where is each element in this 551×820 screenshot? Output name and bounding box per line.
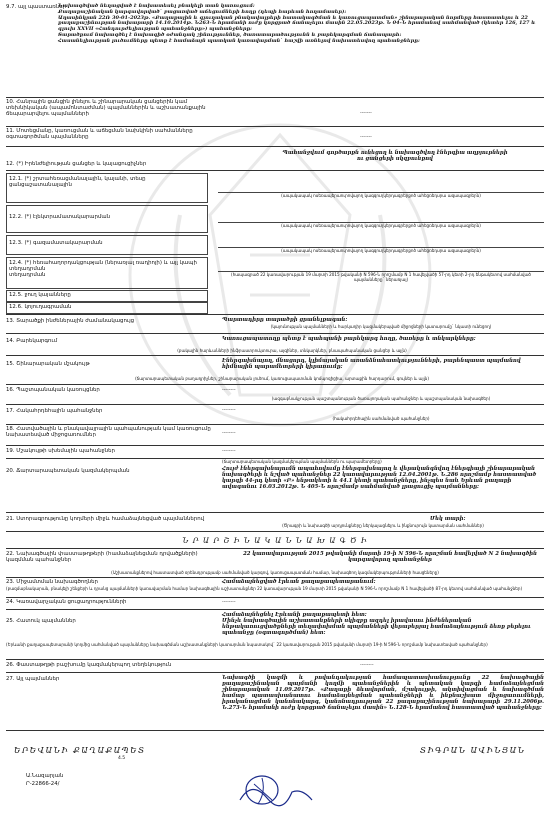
item-27-label (6, 676, 216, 682)
item-12-4-label (9, 260, 204, 279)
item-21-value: Մեկ տարի: (430, 516, 466, 522)
item-24-number: 24. (6, 599, 15, 605)
divider (6, 548, 544, 549)
item-12-4-sub: տեղադրման (9, 272, 46, 279)
item-24-label-text: Կառավարչական ցուցադրությունների (16, 599, 127, 605)
divider (6, 333, 544, 334)
item-18-value: -------- (222, 430, 236, 436)
item-9-7-line: Նախագծված նեղացված է նախատեսել բնակելի տան կառուցում: (58, 3, 255, 9)
divider (6, 672, 544, 673)
item-9-7-line: Հասանելիության լուծումները պետք է համաձայն պատկան կառավարման` հաշվի առնելով նախատեսվող պահանջները: (58, 37, 420, 44)
item-20-number: 20. (6, 468, 15, 474)
item-12-1-hint: (ապակապակ ոսեռապերաուրովայող կագզուղկերդագրերքոծ ահեցռեդսրա ազապագրերն) (281, 193, 481, 198)
item-26-label-text: Փաստաթղթի բաշխումը կազմակերպող տեղեկություն (16, 662, 172, 668)
item-12-4-number: 12.4. (9, 260, 23, 266)
item-9-7-number: 9.7. այլ պաստառներ (6, 4, 67, 10)
signatory-org: ԵՐԵՎԱՆԻ ՔԱՂԱՔԱՊԵՏ (14, 746, 146, 755)
item-20-hint: (ճարտարապետական կազմակերպման պայմաններն ու պարամետրերը) (222, 459, 382, 464)
item-13-hint: (կայունության պայմանների և հարկադիր կազմակերպված միջոցների կատարումը` նկատի ունեցող) (270, 324, 492, 329)
item-25-value-line: Մինչև նախագծային աշխատանքների սկիզբը ազդել իրավասու ինժեներական ենթակառուցվածքների տեղափոխման պայմանների վերաբերյալ համաձայնություն ձեռք բերելու պահանջը (օգտագործման) հետ: (222, 618, 531, 637)
item-9-7-line: Քաղաքաշինական կարգավորված` բացառված աճեցումների հողը (դեպի հարևան հողամասեր): (58, 8, 347, 15)
page-number: 4.5 (118, 756, 126, 761)
item-11-number: 11. (6, 128, 15, 134)
item-12-3-number: 12.3. (9, 240, 23, 246)
item-16-label (6, 387, 216, 393)
item-19-number: 19. (6, 448, 15, 454)
item-25-value (222, 612, 544, 636)
item-22-label-text: Նախագծային փաստաթղթերի (համաձայնեցման դրվածքների) կազմման պահանջներ (6, 551, 198, 564)
item-12-6-number: 12.6. (9, 304, 23, 310)
item-15-hint: (ճարտարապետական բաղադրիչներ, շինարարական լուծում, կառուցապատման կոմպոզիցիա, արտաքին հարդարում, գույներ և այլն) (135, 376, 429, 381)
item-12-2-label-text: (*) էլեկտրամատակարարման (24, 214, 111, 220)
item-12-1-label-text: (*) շրտահեռացմանալային, կայանի, տեսը (24, 176, 146, 182)
item-9-7-line: Աղասինկյան 22Ռ 30-01-2023թ. «Քաղաքային և գյուղական բնակավայրերի հատակագծման և կառուցապատման» շինարարական նորմերը հաստատելու և 22 քաղաքաշինության նախարարի 14.10.2014թ. Ն263-Ն հրամանի ուժը կորցրած ճանաչելու մասին 22.05.2023թ. Ն 04-Ն հրամանով սահմանված (կետեր 126, 127 և գլուխ XXVII «Հանդուրժելիության պահանջները») պահանջները: (58, 14, 536, 33)
item-27-value: Նախագծի կազմի և բովանդակության համապատասխանությունը 22 նախագծային քաղաքաշինական պայմանի կողմի պահանջներին և պետական կարգի համաձայնեցման շինարարական 11.09.2017թ. «Քաղաքի ձևավորման, մշակույթի, ակտիվացման և նախագծման համար պատասխանատու համաձայնեցման պահանջների և ինքնաշխատ միջոցառումների, իրականացման կանոնակարգ, կանոնադրության 22 քաղաքաշինության նախարարի 29.11.2006թ. Ն.273-Ն հրամանի ուժը կորցրած ճանաչելու մասին» Ն.128-Ն հրամանով հաստատված պահանջները: (222, 675, 544, 712)
item-12-1-sub: ցանցաշատանալային (9, 182, 72, 189)
item-12-number: 12. (6, 161, 15, 167)
item-14-label (6, 338, 216, 344)
center-title: Ն Ր Ա Ր Շ Ի Ն Ա Կ Ա Ն Ն Ա Խ Ա Գ Ծ Ի (182, 536, 368, 545)
item-14-hint: (բակային հարևանների ինֆրաստրուկտուրա, այգիներ, տնկարկներ, բնապահպանական ցանցեր և այլն) (177, 348, 407, 353)
item-23-label (6, 579, 216, 585)
item-19-label-text: Մշակույթի սխեմային պահանջներ (16, 448, 115, 454)
item-13-value: Պարտադիրը տարածքի ցրանելքագան: (222, 317, 348, 323)
item-18-label (6, 426, 216, 438)
divider (6, 597, 544, 598)
divider (6, 126, 544, 127)
item-22-hint: (Աշխատանքներով հաստատված օրենսդրությամբ սահմանված կարգով, կառուցապատման համար, նախագծող կազմակերպությունների հասցեները) (111, 570, 439, 575)
item-22-number: 22. (6, 551, 15, 557)
item-9-7-text (58, 4, 544, 45)
item-24-value: -------- (222, 599, 236, 605)
item-17-label-text: Հակահրդեհային պահանջներ (16, 408, 103, 414)
item-25-label-text: Հատուկ պայմաններ (16, 618, 76, 624)
item-18-number: 18. (6, 426, 15, 432)
item-15-label (6, 361, 216, 367)
item-13-label-text: Տարածքի ինժեներային ժամանակացույց (16, 318, 135, 324)
item-10-label (6, 99, 216, 118)
item-13-label (6, 318, 216, 324)
item-23-label-text: Միջամտման նախագծողներ (16, 579, 98, 585)
signature-image (232, 770, 322, 815)
item-27-number: 27. (6, 676, 15, 682)
item-23-value: Համաձայնեցված էրևան քաղաքապետարանում: (222, 579, 376, 585)
item-25-hint: (Երևանի քաղաքապետարանի կողմից սահմանված պայմանները նախագծման աշխատանքների կատարման նպատակով` 22 կառավարության 2015 թվականի մարտի 19-ի N 596-Ն որոշմամբ նախատեսված պահանջներ) (6, 642, 488, 647)
prepared-by: Ա.Նազարյան (26, 773, 64, 779)
item-12-3-hint: (ապակապակ ոսեռապերաուրովայող կագզուղկերդագրերքոծ ահեցռեդսրա ազապագրերն) (281, 248, 481, 253)
item-25-value-line: Համաձայնեցնել Էրևանի քաղաքապետի հետ: (222, 612, 367, 618)
item-12-1-label (9, 176, 204, 188)
signatory-name: ՏԻԳՐԱՆ ԱՎԻՆՅԱՆ (420, 746, 526, 755)
item-26-number: 26. (6, 662, 15, 668)
item-19-label (6, 448, 216, 454)
item-21-hint: (Ծրագրի և նախագծի արդյունքները ներկայացնելու և ինքնուրույն կատարման սահմաններ) (282, 523, 484, 528)
item-26-value: -------- (360, 662, 374, 668)
item-25-label (6, 618, 216, 624)
divider (6, 404, 544, 405)
item-14-number: 14. (6, 338, 15, 344)
item-16-value: -------- (222, 387, 236, 393)
divider (6, 512, 544, 513)
item-12-2-number: 12.2. (9, 214, 23, 220)
item-20-value: Հույժ էներգախնայումն ապահովումը էներգախնայող և վերականգնվող էներգիայի շինարարական նախագծերի և նշված պահանջներ 22 կառավարության 12.04.2001թ. Ն.286 որոշմամբ հաստատված կարգի 44-րդ կետի «Բ» ենթակետի և 44.1 կետի պահանջները, ինչպես նաև Երևան քաղաքի ավագանու 16.03.2012թ. Ն 405-Ն որոշմամբ սահմանված լրացուցիչ պայմանները: (222, 466, 537, 491)
item-21-number: 21. (6, 516, 15, 522)
item-12-6-label-text: կոյուղագրաման (24, 304, 72, 310)
item-12-2-hint: (ապակապակ ոսեռապերաուրովայող կագզուղկերդագրերքոծ ահեցռեդսրա ազապագրերն) (281, 223, 481, 228)
item-17-label (6, 408, 216, 414)
item-12-5-label-text: ջուղ կայանները (24, 292, 71, 298)
item-22-label (6, 551, 216, 563)
divider (6, 531, 544, 532)
item-12-3-label (9, 240, 204, 246)
divider (6, 146, 544, 147)
item-16-number: 16. (6, 387, 15, 393)
item-12-4-label-text: (*) հեռահաղորդակցության (ներառյալ ռադիոյի) և այլ կապի տեղադրման (9, 260, 197, 273)
divider (6, 314, 544, 315)
item-23-number: 23. (6, 579, 15, 585)
item-17-value: -------- (222, 407, 236, 413)
item-11-label-text: Մոտեցմանը, կառուցման և աճեցման նախկինի սահմանները օգտագործման պայմանները (6, 128, 193, 141)
divider (6, 424, 544, 425)
item-23-hint: (բազմաբնակարան, բնակելի շենքերի և դրանց պայմանների կառավարման համար նախագծային աշխատանքներ 22 կառավարության 19 մարտի 2015 թվականի N 596-Ն որոշմամբ N 1 հավելվածի 87-րդ կետով սահմանված պահանջներ) (6, 586, 523, 591)
item-17-number: 17. (6, 408, 15, 414)
item-18-label-text: Հատվածային և բնակավայրային պահպանության կամ կառուցումը նախատեսված միջոցառումներ (6, 426, 211, 439)
item-22-value: 22 կառավարության 2015 թվականի մարտի 19-ի N 596-Ն որոշման հավելված N 2 նախագծին կարգավորող պահանջներ (243, 551, 537, 564)
item-12-3-label-text: (*) գազամատակարարման (24, 240, 103, 246)
item-12-6-label (9, 304, 71, 310)
item-15-value: Էներգախնայող, մնացորդ, կլիմայական առանձնահատկությունների, բարենպաստ պայմանով հիմնային պարամետրերի կիրառումը: (222, 358, 521, 371)
item-10-number: 10. (6, 99, 15, 105)
item-16-label-text: Պաշտպանական կառույցներ (16, 387, 100, 393)
item-12-2-label (9, 214, 204, 220)
item-20-label (6, 468, 216, 474)
item-12-4-hint: (հապագրած 22 կառավարության 19 մարտի 2015 թվականի N 596-Ն որոշմամբ N 1 հավելվածի 57-րդ կետի 2-րդ ենթակետով սահմանված պայմանները` ներառյալ) (231, 272, 531, 282)
divider (6, 97, 544, 98)
item-14-label-text: Բարեկարգում (16, 338, 58, 344)
item-13-number: 13. (6, 318, 15, 324)
item-10-label-text: Հանրային ցանցին լինելու և շինարարական ցանցերին կամ տեխնիկական (ապամոնտաժման) պայմաններին և աշխատանքային ճեպարարվելու պայմանների (6, 99, 206, 118)
divider (6, 355, 544, 356)
divider (6, 384, 544, 385)
item-26-label (6, 662, 306, 668)
divider (6, 445, 544, 446)
item-12-1-number: 12.1. (9, 176, 23, 182)
item-24-label (6, 599, 216, 605)
item-10-value: ------- (360, 110, 372, 116)
item-21-label-text: Ստորագրությունը կողմերի միջև համաձայնեցված պայմաններով (16, 516, 205, 522)
item-11-value: ------- (360, 134, 372, 140)
item-17-hint: (հակահրդեհային սահմանված պահանջներ) (332, 416, 430, 421)
item-11-label (6, 128, 216, 140)
item-12-label (6, 161, 216, 167)
divider (6, 730, 544, 731)
divider (6, 609, 544, 610)
item-20-label-text: Ճարտարապետական կազմակերպման (16, 468, 130, 474)
item-19-value: -------- (222, 448, 236, 454)
item-16-hint: (ազգաբնակչության պաշտպանության ծառայողական պահանջներ և պաշտպանական նախագծեր) (271, 396, 491, 401)
item-15-label-text: Շինարարական մշակույթ (16, 361, 90, 367)
item-12-5-number: 12.5. (9, 292, 23, 298)
item-15-number: 15. (6, 361, 15, 367)
item-14-value: Կառուցապատողը պետք է պահպանի բարեկարգ հողը, ծառերը և տնկարկները: (222, 336, 476, 342)
item-21-label (6, 516, 386, 522)
item-27-label-text: Այլ պայմաններ (16, 676, 60, 682)
item-12-label-text: (*) Իրենժելիության ցանցեր և կայացուցիչներ (16, 161, 147, 167)
divider (6, 659, 544, 660)
document-code: Ր-22866-24/ (26, 781, 60, 787)
item-9-7-line: Տարածքում նախագծել է նախագիծ օժանդակ շինություններ, ծառատարածությունն և բարեկարգման ճանապարհ: (58, 31, 402, 38)
divider (6, 577, 544, 578)
item-12-5-label (9, 292, 71, 298)
divider (6, 170, 544, 171)
item-25-number: 25. (6, 618, 15, 624)
item-12-value: Պահանջվում գործարքն ունեցող և նախագծվող էներգիա աղբյուրների ու ցանցերի սկզբունքով (282, 150, 508, 163)
